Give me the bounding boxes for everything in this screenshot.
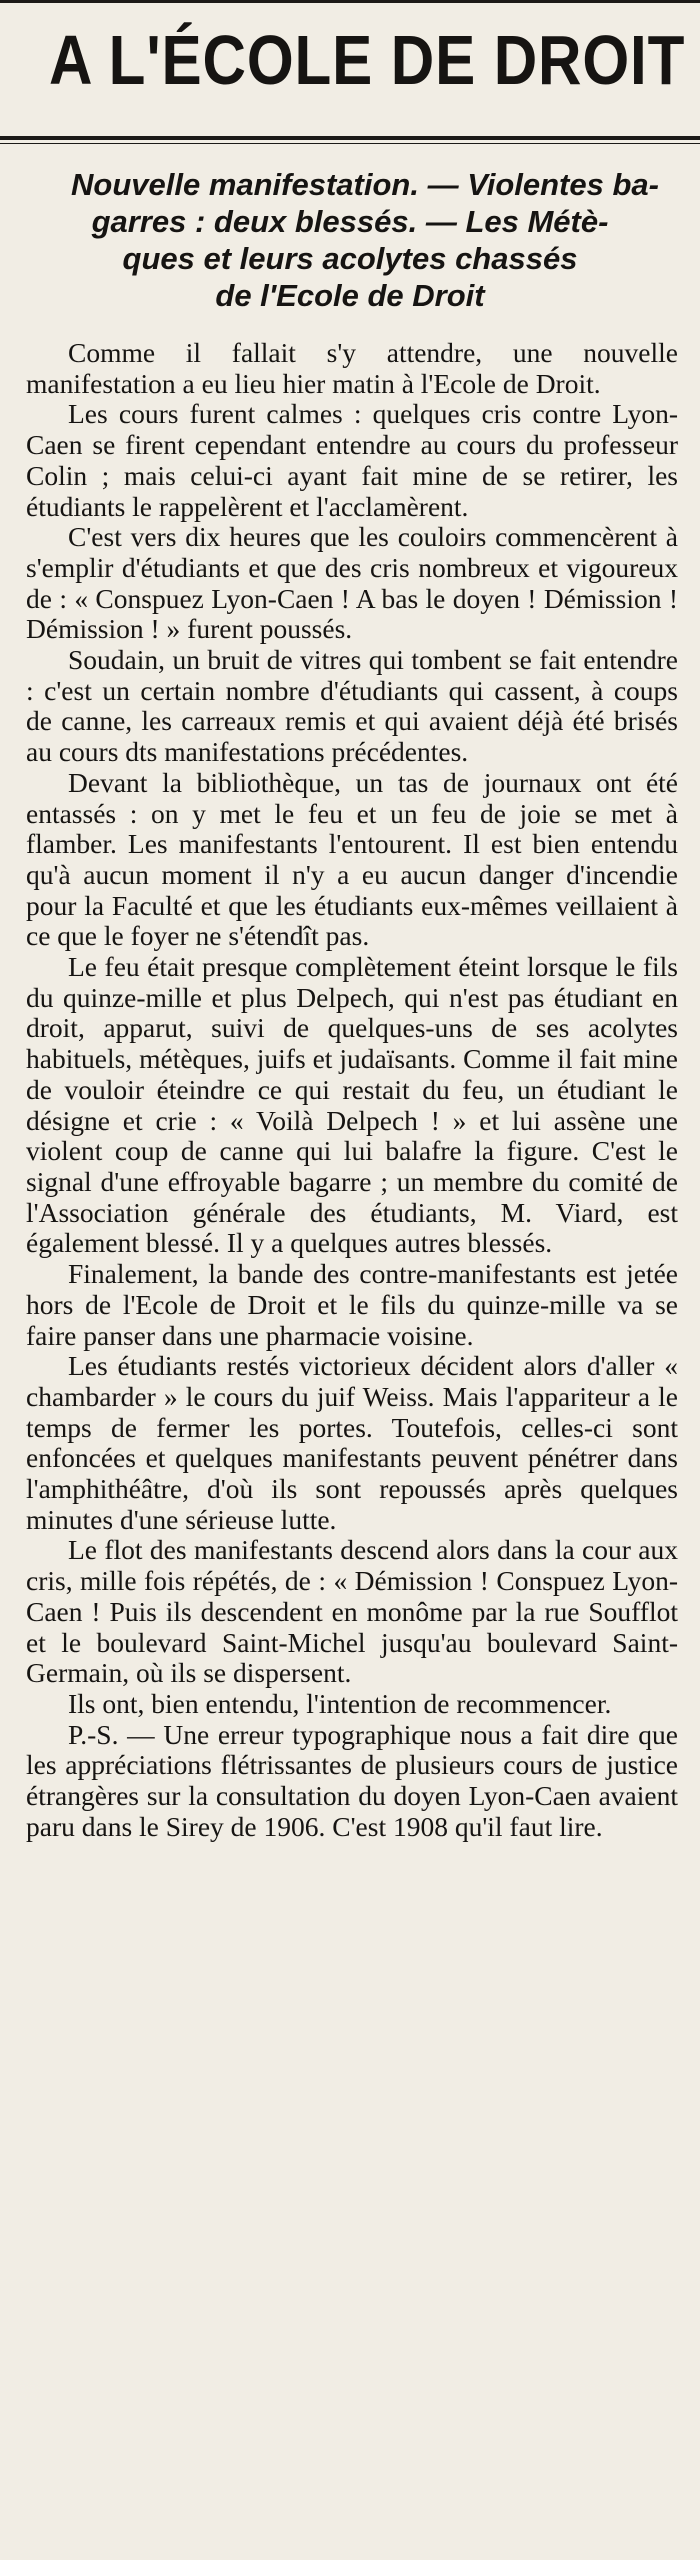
top-rule — [0, 0, 700, 9]
subheadline-line: Nouvelle manifestation. — Violentes ba- — [71, 167, 659, 202]
article-paragraph: Devant la bibliothèque, un tas de journaux ont été entassés : on y met le feu et un feu de joie se met à flamber. Les manifestants l'entourent. Il est bien entendu qu'à aucun moment il n'y a eu aucun danger d'incendie pour la Faculté et que les étudiants eux-mêmes veillaient à ce que le foyer ne s'étendît pas. — [26, 766, 678, 952]
headline: A L'ÉCOLE DE DROIT — [49, 21, 686, 99]
subheadline-line: ques et leurs acolytes chassés — [122, 241, 578, 276]
subheadline — [0, 166, 700, 314]
article-paragraph: Ils ont, bien entendu, l'intention de recommencer. — [68, 1687, 612, 1719]
article-paragraph: C'est vers dix heures que les couloirs commencèrent à s'emplir d'étudiants et que des cris nombreux et vigoureux de : « Conspuez Lyon-Caen ! A bas le doyen ! Démission ! Démission ! » furent poussés. — [26, 521, 678, 645]
subheadline-line: garres : deux blessés. — Les Métè- — [91, 204, 609, 239]
headline-rule — [0, 136, 700, 144]
article-paragraph: Finalement, la bande des contre-manifestants est jetée hors de l'Ecole de Droit et le fils du quinze-mille va se faire panser dans une pharmacie voisine. — [26, 1258, 678, 1351]
article-paragraph: Comme il fallait s'y attendre, une nouvelle manifestation a eu lieu hier matin à l'Ecole de Droit. — [26, 337, 678, 399]
article-paragraph: Soudain, un bruit de vitres qui tombent se fait entendre : c'est un certain nombre d'étudiants qui cassent, à coups de canne, les carreaux remis et qui avaient déjà été brisés au cours dts manifestations précédentes. — [26, 644, 678, 768]
article-paragraph: Les étudiants restés victorieux décident alors d'aller « chambarder » le cours du juif Weiss. Mais l'appariteur a le temps de fermer les portes. Toutefois, celles-ci sont enfoncées et quelques manifestants peuvent pénétrer dans l'amphithéâtre, d'où ils sont repoussés après quelques minutes d'une sérieuse lutte. — [26, 1350, 678, 1535]
article-paragraph: Le flot des manifestants descend alors dans la cour aux cris, mille fois répétés, de : « Démission ! Conspuez Lyon-Caen ! Puis ils descendent en monôme par la rue Soufflot et le boulevard Saint-Michel jusqu'au boulevard Saint-Germain, où ils se dispersent. — [26, 1534, 678, 1689]
article-paragraph: Le feu était presque complètement éteint lorsque le fils du quinze-mille et plus Delpech, qui n'est pas étudiant en droit, apparut, suivi de quelques-uns de ses acolytes habituels, métèques, juifs et judaïsants. Comme il fait mine de vouloir éteindre ce qui restait du feu, un étudiant le désigne et crie : « Voilà Delpech ! » et lui assène une violent coup de canne qui lui balafre la figure. C'est le signal d'une effroyable bagarre ; un membre du comité de l'Association générale des étudiants, M. Viard, est également blessé. Il y a quelques autres blessés. — [26, 951, 678, 1259]
article-postscript: P.-S. — Une erreur typographique nous a fait dire que les appréciations flétrissantes de plusieurs cours de justice étrangères sur la consultation du doyen Lyon-Caen avaient paru dans le Sirey de 1906. C'est 1908 qu'il faut lire. — [26, 1718, 678, 1842]
article-paragraph: Les cours furent calmes : quelques cris contre Lyon-Caen se firent cependant entendre au cours du professeur Colin ; mais celui-ci ayant fait mine de se retirer, les étudiants le rappelèrent et l'acclamèrent. — [26, 398, 678, 522]
subheadline-line: de l'Ecole de Droit — [215, 278, 485, 313]
article-body — [26, 338, 678, 1842]
